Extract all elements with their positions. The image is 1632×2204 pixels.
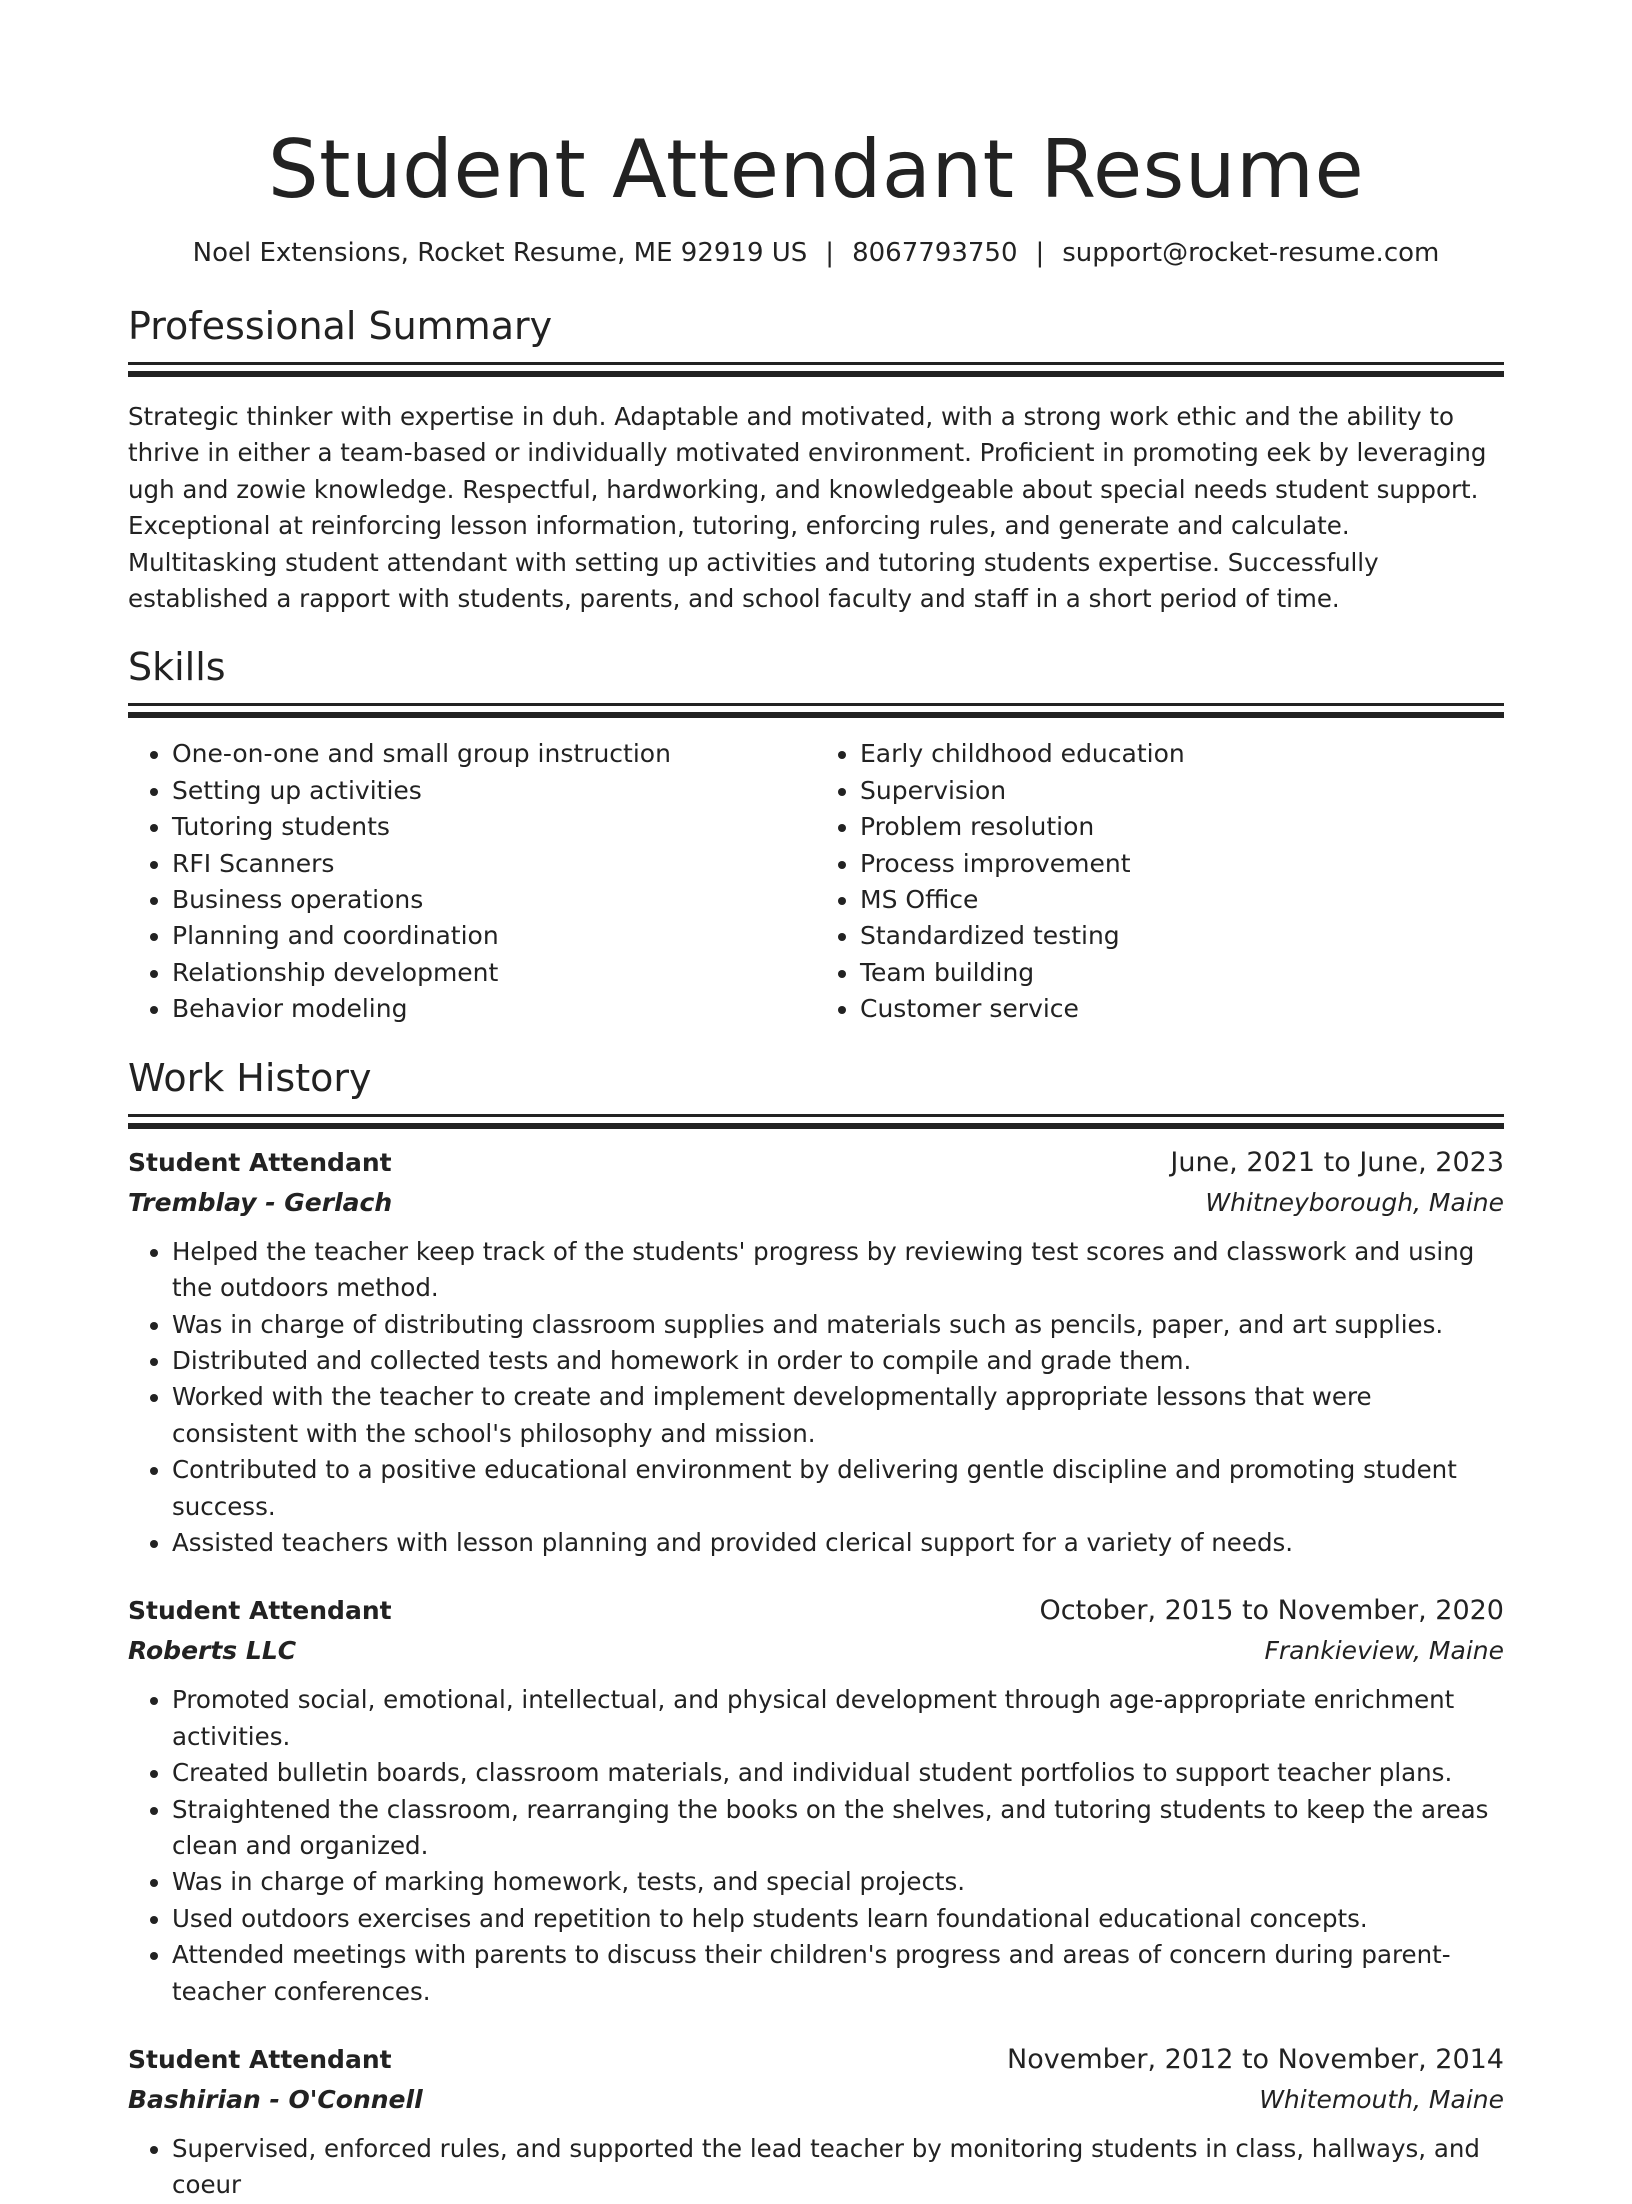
contact-address: Noel Extensions, Rocket Resume, ME 92919 US xyxy=(192,238,808,268)
job-bullet: • Helped the teacher keep track of the students' progress by reviewing test scores and classwork and using the outdoors method. xyxy=(172,1234,1504,1307)
skill-item: • Relationship development xyxy=(172,955,816,991)
job-header-row xyxy=(128,2040,1504,2080)
section-divider-thick xyxy=(128,1123,1504,1129)
job-company: Tremblay - Gerlach xyxy=(128,1187,393,1217)
job-bullet: • Promoted social, emotional, intellectual, and physical development through age-appropriate enrichment activities. xyxy=(172,1682,1504,1755)
job-bullet-list xyxy=(128,1682,1504,2010)
job-company-row xyxy=(128,1183,1504,1223)
skill-item: • Standardized testing xyxy=(860,918,1504,954)
skill-item: • Planning and coordination xyxy=(172,918,816,954)
job-title: Student Attendant xyxy=(128,2045,392,2074)
work-history-section xyxy=(128,1054,1504,2204)
skills-section xyxy=(128,643,1504,1027)
job-bullet: • Straightened the classroom, rearranging the books on the shelves, and tutoring students to keep the areas clean and organized. xyxy=(172,1792,1504,1865)
job-bullet: • Created bulletin boards, classroom materials, and individual student portfolios to support teacher plans. xyxy=(172,1755,1504,1791)
skill-item: • Customer service xyxy=(860,991,1504,1027)
job-company: Roberts LLC xyxy=(128,1636,297,1666)
skills-list-left xyxy=(128,736,816,1027)
summary-section xyxy=(128,302,1504,617)
job-company-row xyxy=(128,2080,1504,2120)
job-header-row xyxy=(128,1143,1504,1183)
job-header-row xyxy=(128,1591,1504,1631)
job-bullet: • Was in charge of distributing classroom supplies and materials such as pencils, paper, and art supplies. xyxy=(172,1307,1504,1343)
contact-separator: | xyxy=(825,238,835,268)
resume-page xyxy=(128,0,1504,2204)
skill-item: • RFI Scanners xyxy=(172,846,816,882)
section-divider xyxy=(128,1114,1504,1117)
job-entry xyxy=(128,1591,1504,2010)
job-dates: October, 2015 to November, 2020 xyxy=(1039,1595,1504,1627)
section-divider xyxy=(128,362,1504,365)
section-heading-skills: Skills xyxy=(128,645,226,690)
skill-item: • Business operations xyxy=(172,882,816,918)
job-bullet: • Assisted teachers with lesson planning and provided clerical support for a variety of needs. xyxy=(172,1525,1504,1561)
job-bullet: • Used outdoors exercises and repetition to help students learn foundational educational concepts. xyxy=(172,1901,1504,1937)
job-bullet: • Was in charge of marking homework, tests, and special projects. xyxy=(172,1864,1504,1900)
job-location: Whitneyborough, Maine xyxy=(1205,1187,1504,1217)
section-divider-thick xyxy=(128,371,1504,377)
job-company-row xyxy=(128,1631,1504,1671)
section-divider-thick xyxy=(128,712,1504,718)
skills-grid xyxy=(128,736,1504,1027)
section-divider xyxy=(128,703,1504,706)
job-entry xyxy=(128,1143,1504,1562)
job-entry xyxy=(128,2040,1504,2204)
job-company: Bashirian - O'Connell xyxy=(128,2085,423,2114)
skill-item: • Problem resolution xyxy=(860,809,1504,845)
contact-phone: 8067793750 xyxy=(852,238,1018,268)
skill-item: • MS Office xyxy=(860,882,1504,918)
page-title: Student Attendant Resume xyxy=(267,123,1365,216)
section-heading-summary: Professional Summary xyxy=(128,304,553,348)
skills-list-right xyxy=(816,736,1504,1027)
job-dates: November, 2012 to November, 2014 xyxy=(1007,2044,1504,2075)
job-location: Frankieview, Maine xyxy=(1264,1636,1504,1666)
skill-item: • Early childhood education xyxy=(860,736,1504,772)
skill-item: • Behavior modeling xyxy=(172,991,816,1027)
skill-item: • Process improvement xyxy=(860,846,1504,882)
contact-separator: | xyxy=(1035,238,1045,268)
skill-item: • Setting up activities xyxy=(172,773,816,809)
job-bullet: • Supervised, enforced rules, and supported the lead teacher by monitoring students in class, hallways, and coeur xyxy=(172,2131,1504,2204)
skill-item: • One-on-one and small group instruction xyxy=(172,736,816,772)
skill-item: • Supervision xyxy=(860,773,1504,809)
contact-email: support@rocket-resume.com xyxy=(1062,238,1440,268)
job-bullet-list xyxy=(128,1234,1504,1562)
job-dates: June, 2021 to June, 2023 xyxy=(1170,1146,1504,1178)
section-heading-work-history: Work History xyxy=(128,1055,372,1100)
job-title: Student Attendant xyxy=(128,1147,392,1177)
job-bullet: • Worked with the teacher to create and implement developmentally appropriate lessons that were consistent with the school's philosophy and mission. xyxy=(172,1379,1504,1452)
job-bullet-list xyxy=(128,2131,1504,2204)
job-bullet: • Distributed and collected tests and homework in order to compile and grade them. xyxy=(172,1343,1504,1379)
job-title: Student Attendant xyxy=(128,1596,392,1626)
skill-item: • Tutoring students xyxy=(172,809,816,845)
job-bullet: • Contributed to a positive educational environment by delivering gentle discipline and promoting student success. xyxy=(172,1452,1504,1525)
job-bullet: • Attended meetings with parents to discuss their children's progress and areas of concern during parent-teacher conferences. xyxy=(172,1937,1504,2010)
summary-text: Strategic thinker with expertise in duh. Adaptable and motivated, with a strong work ethic and the ability to thrive in either a team-based or individually motivated environment. Proficient in promoting eek by leveraging ugh and zowie knowledge. Respectful, hardworking, and knowledgeable about special needs student support. Exceptional at reinforcing lesson information, tutoring, enforcing rules, and generate and calculate. Multitasking student attendant with setting up activities and tutoring students expertise. Successfully established a rapport with students, parents, and school faculty and staff in a short period of time. xyxy=(128,402,1487,614)
job-location: Whitemouth, Maine xyxy=(1259,2085,1504,2114)
skill-item: • Team building xyxy=(860,955,1504,991)
contact-line xyxy=(128,236,1504,270)
